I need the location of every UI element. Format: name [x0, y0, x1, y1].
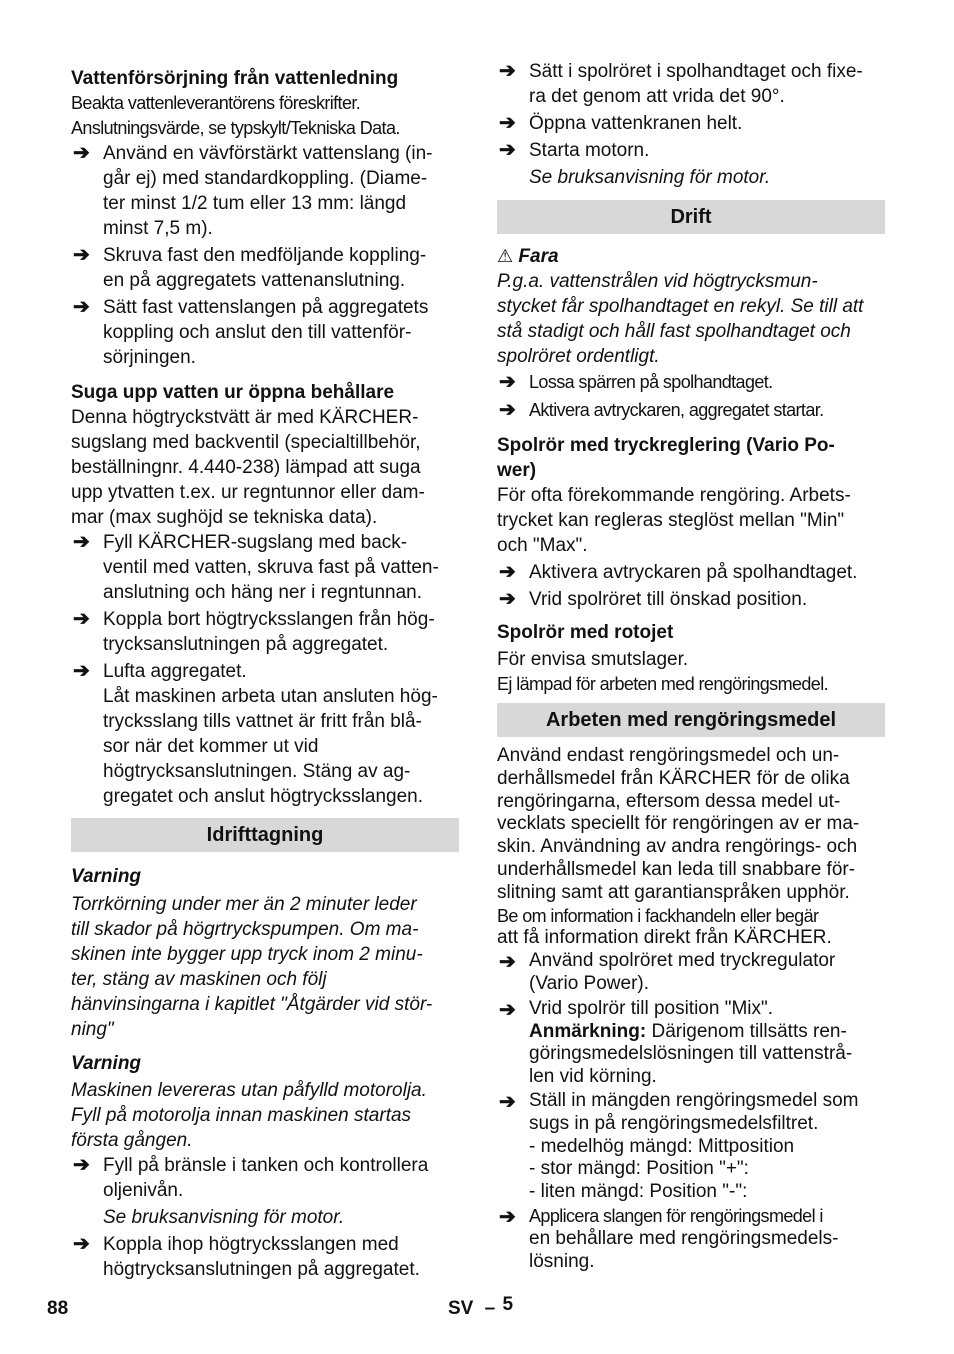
- dash-item: - medelhög mängd: Mittposition: [529, 1135, 795, 1157]
- arrow-icon: ➔: [499, 561, 516, 583]
- arrow-icon: ➔: [499, 998, 516, 1021]
- paragraph: Denna högtryckstvätt är med KÄRCHER- sugslang med backventil (specialtillbehör, beställningnr. 4.440-238) lämpad att suga upp ytvatten t.ex. ur regntunnor eller dam- mar (max sughöjd se tekniska data).: [71, 407, 425, 528]
- warning-text: Torrkörning under mer än 2 minuter leder till skador på högrtryckspumpen. Om ma- skinen inte bygger upp tryck inom 2 minu- ter, stäng av maskinen och följ hänvinsingarna i kapitlet "Åtgärder vid stör- ning": [71, 894, 433, 1040]
- warning-label: Varning: [71, 866, 142, 887]
- arrow-icon: ➔: [499, 60, 516, 82]
- arrow-icon: ➔: [499, 371, 516, 393]
- instruction-step: ➔ Lossa spärren på spolhandtaget.: [499, 371, 773, 393]
- instruction-step: ➔ Applicera slangen för rengöringsmedel i en behållare med rengöringsmedels- lösning.: [499, 1205, 839, 1272]
- warning-text: Maskinen levereras utan påfylld motorolja. Fyll på motorolja innan maskinen startas första gången.: [71, 1080, 427, 1151]
- instruction-step: ➔ Koppla bort högtrycksslangen från hög- trycksanslutningen på aggregatet.: [73, 608, 435, 655]
- dash-item: - stor mängd: Position "+":: [529, 1158, 749, 1180]
- arrow-icon: ➔: [73, 660, 90, 682]
- arrow-icon: ➔: [499, 588, 516, 610]
- instruction-step: ➔ Öppna vattenkranen helt.: [499, 112, 743, 134]
- paragraph: Beakta vattenleverantörens föreskrifter.: [71, 93, 361, 113]
- instruction-step: ➔ Koppla ihop högtrycksslangen med högtrycksanslutningen på aggregatet.: [73, 1233, 420, 1280]
- step-note: Låt maskinen arbeta utan ansluten hög- trycksslang tills vattnet är fritt från blå- sor när det kommer ut vid högtrycksanslutningen. Stäng av ag- gregatet och anslut högtrycksslangen.: [103, 686, 438, 807]
- arrow-icon: ➔: [499, 112, 516, 134]
- page-number: 88: [47, 1298, 69, 1319]
- instruction-step: ➔ Sätt i spolröret i spolhandtaget och fixe- ra det genom att vrida det 90°.: [499, 60, 863, 107]
- instruction-step: ➔ Starta motorn.: [499, 139, 650, 161]
- paragraph: Be om information i fackhandeln eller begär att få information direkt från KÄRCHER.: [497, 905, 832, 949]
- danger-heading: [497, 244, 885, 269]
- instruction-step: ➔ Aktivera avtryckaren på spolhandtaget.: [499, 561, 858, 583]
- danger-text: P.g.a. vattenstrålen vid högtrycksmun- stycket får spolhandtaget en rekyl. Se till att stå stadigt och håll fast spolhandtaget och spolröret ordentligt.: [497, 271, 864, 367]
- arrow-icon: ➔: [73, 296, 90, 318]
- section-bar-detergent: Arbeten med rengöringsmedel: [497, 703, 885, 737]
- arrow-icon: ➔: [73, 142, 90, 164]
- left-column: [71, 64, 459, 1282]
- paragraph: Använd endast rengöringsmedel och un- derhållsmedel från KÄRCHER för de olika rengöringarna, eftersom dessa medel ut- vecklats speciellt för rengöringen av er ma- skin. Användning av andra rengörings- och underhållsmedel kan leda till snabbare för- slitning samt att garantianspråken upphör.: [497, 745, 860, 903]
- warning-label: Varning: [71, 1053, 142, 1074]
- instruction-step: ➔ Vrid spolröret till önskad position.: [499, 588, 808, 610]
- arrow-icon: ➔: [499, 1090, 516, 1113]
- paragraph: För ofta förekommande rengöring. Arbets- trycket kan regleras steglöst mellan "Min" och "Max".: [497, 485, 851, 556]
- paragraph: Anslutningsvärde, se typskylt/Tekniska Data.: [71, 118, 400, 138]
- paragraph: För envisa smutslager.: [497, 649, 689, 670]
- step-note: Anmärkning: Därigenom tillsätts ren- göringsmedelslösningen till vattenstrå- len vid körning.: [529, 1020, 853, 1088]
- instruction-step: ➔ Skruva fast den medföljande koppling- en på aggregatets vattenanslutning.: [73, 244, 427, 291]
- instruction-step: ➔ Fyll på bränsle i tanken och kontrollera oljenivån.: [73, 1154, 429, 1201]
- arrow-icon: ➔: [499, 139, 516, 161]
- right-column: [497, 59, 885, 1273]
- instruction-step: ➔ Använd spolröret med tryckregulator (Vario Power).: [499, 950, 836, 994]
- instruction-step: ➔ Aktivera avtryckaren, aggregatet startar.: [499, 399, 824, 421]
- paragraph: Ej lämpad för arbeten med rengöringsmedel.: [497, 674, 828, 694]
- arrow-icon: ➔: [73, 1154, 90, 1176]
- arrow-icon: ➔: [73, 531, 90, 553]
- footer-lang-section: SV – 5: [448, 1294, 514, 1319]
- arrow-icon: ➔: [499, 951, 516, 974]
- arrow-icon: ➔: [73, 608, 90, 630]
- arrow-icon: ➔: [73, 1233, 90, 1255]
- dash-item: - liten mängd: Position "-":: [529, 1181, 748, 1203]
- danger-label: Fara: [518, 246, 559, 267]
- arrow-icon: ➔: [499, 399, 516, 421]
- step-note: Se bruksanvisning för motor.: [103, 1207, 345, 1228]
- section-heading-water-supply: Vattenförsörjning från vattenledning: [71, 68, 399, 89]
- arrow-icon: ➔: [499, 1205, 516, 1228]
- section-heading-suction: Suga upp vatten ur öppna behållare: [71, 382, 395, 403]
- section-bar-operation: Drift: [497, 200, 885, 234]
- instruction-step: ➔ Ställ in mängden rengöringsmedel som sugs in på rengöringsmedelsfiltret.: [499, 1089, 859, 1134]
- section-bar-commissioning: Idrifttagning: [71, 818, 459, 852]
- dash-list: [497, 1136, 885, 1204]
- section-heading-vario-power: Spolrör med tryckreglering (Vario Po- wer): [497, 435, 835, 481]
- instruction-step: ➔ Vrid spolrör till position "Mix".: [499, 997, 774, 1021]
- step-note: Se bruksanvisning för motor.: [529, 167, 771, 188]
- instruction-step: ➔ Lufta aggregatet.: [73, 660, 247, 682]
- arrow-icon: ➔: [73, 244, 90, 266]
- instruction-step: ➔ Använd en vävförstärkt vattenslang (in- går ej) med standardkoppling. (Diame- ter minst 1/2 tum eller 13 mm: längd minst 7,5 m).: [73, 142, 433, 239]
- warning-triangle-icon: ⚠: [497, 246, 514, 266]
- instruction-step: ➔ Sätt fast vattenslangen på aggregatets koppling och anslut den till vattenför- sörjningen.: [73, 296, 429, 368]
- section-heading-rotojet: Spolrör med rotojet: [497, 622, 674, 643]
- instruction-step: ➔ Fyll KÄRCHER-sugslang med back- ventil med vatten, skruva fast på vatten- anslutning och häng ner i regntunnan.: [73, 531, 439, 603]
